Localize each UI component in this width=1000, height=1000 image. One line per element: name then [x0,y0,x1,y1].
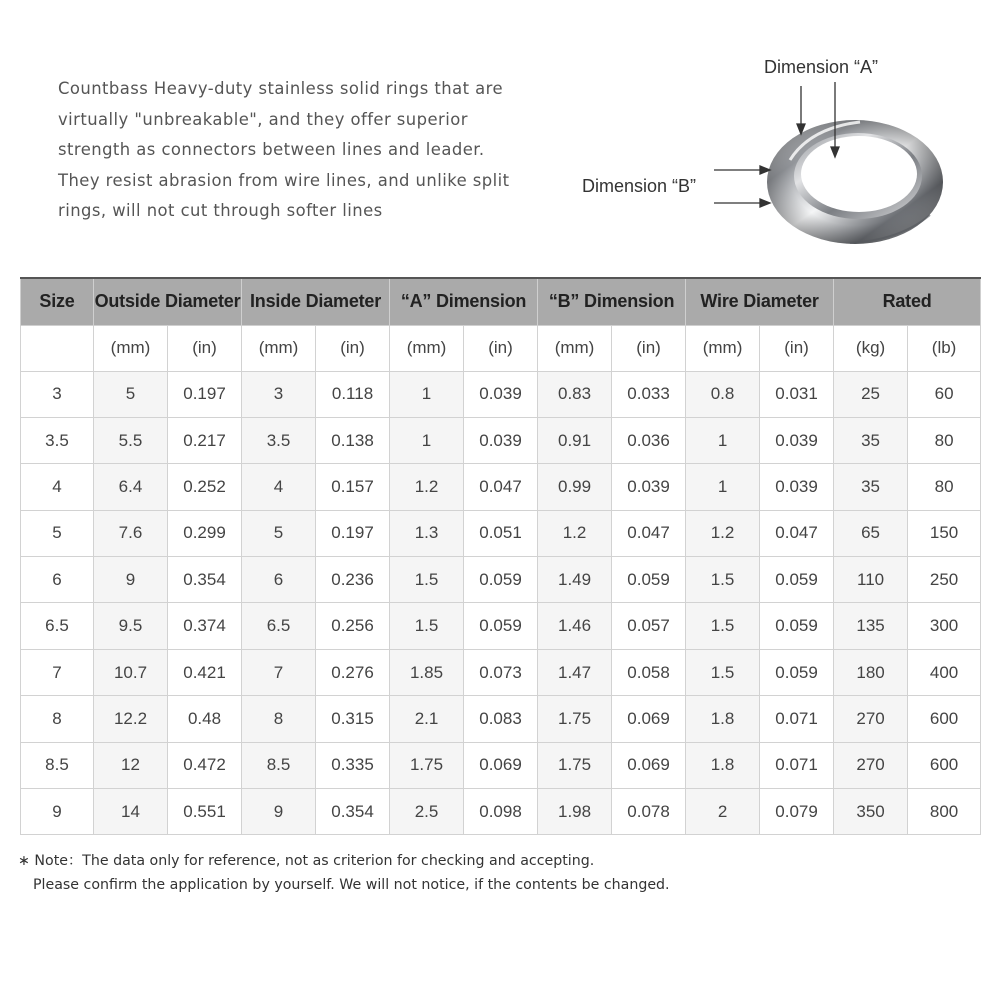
ring-spec-table [20,277,981,835]
table-cell: 4 [21,464,94,510]
table-cell: 0.059 [612,557,686,603]
table-cell: 0.031 [760,371,834,417]
table-cell: 6 [21,557,94,603]
table-cell: 0.069 [612,742,686,788]
table-cell: 0.217 [168,417,242,463]
table-cell: 350 [834,789,908,835]
table-row [21,742,981,788]
table-cell: 600 [908,742,981,788]
table-cell: 35 [834,464,908,510]
table-cell: 0.157 [316,464,390,510]
table-cell: 0.48 [168,696,242,742]
table-cell: 3 [242,371,316,417]
table-cell: 5 [242,510,316,556]
table-cell: 0.036 [612,417,686,463]
table-cell: 0.335 [316,742,390,788]
table-cell: 80 [908,464,981,510]
table-cell: 0.033 [612,371,686,417]
table-cell: 1.5 [390,557,464,603]
table-cell: 0.315 [316,696,390,742]
table-cell: 0.073 [464,649,538,695]
table-cell: 180 [834,649,908,695]
table-cell: 0.354 [316,789,390,835]
table-cell: 10.7 [94,649,168,695]
table-cell: 0.059 [464,603,538,649]
note-line-2: Please confirm the application by yourself. We will not notice, if the contents be changed. [33,877,670,893]
header-inside-diameter: Inside Diameter [242,278,390,325]
table-cell: 110 [834,557,908,603]
table-cell: 0.039 [760,464,834,510]
table-cell: 1.98 [538,789,612,835]
table-cell: 14 [94,789,168,835]
table-cell: 5.5 [94,417,168,463]
table-cell: 1.46 [538,603,612,649]
table-cell: 0.252 [168,464,242,510]
table-cell: 9 [242,789,316,835]
header-b-dimension: “B” Dimension [538,278,686,325]
table-cell: 270 [834,742,908,788]
table-cell: 1.2 [686,510,760,556]
table-cell: 1.5 [686,649,760,695]
table-cell: 2.1 [390,696,464,742]
table-cell: 8.5 [21,742,94,788]
table-cell: 0.069 [612,696,686,742]
table-cell: 6.4 [94,464,168,510]
table-cell: 0.374 [168,603,242,649]
table-cell: 0.079 [760,789,834,835]
table-row [21,789,981,835]
table-cell: 1.75 [390,742,464,788]
table-cell: 0.197 [168,371,242,417]
table-cell: 12 [94,742,168,788]
table-cell: 3.5 [21,417,94,463]
table-cell: 1.2 [538,510,612,556]
table-cell: 6 [242,557,316,603]
unit-header: (in) [168,325,242,371]
header-rated: Rated [834,278,981,325]
table-row [21,696,981,742]
table-cell: 1.75 [538,696,612,742]
header-outside-diameter: Outside Diameter [94,278,242,325]
table-cell: 0.059 [464,557,538,603]
table-cell: 0.138 [316,417,390,463]
table-cell: 150 [908,510,981,556]
table-cell: 0.059 [760,649,834,695]
table-cell: 1.5 [686,557,760,603]
table-cell: 1 [390,371,464,417]
table-cell: 0.071 [760,696,834,742]
table-cell: 0.098 [464,789,538,835]
dimension-a-label: Dimension “A” [764,57,879,77]
header-wire-diameter: Wire Diameter [686,278,834,325]
table-cell: 6.5 [242,603,316,649]
table-cell: 9 [94,557,168,603]
table-row [21,371,981,417]
unit-header: (mm) [538,325,612,371]
table-cell: 0.256 [316,603,390,649]
table-cell: 1.47 [538,649,612,695]
table-cell: 5 [21,510,94,556]
table-cell: 800 [908,789,981,835]
table-cell: 6.5 [21,603,94,649]
table-cell: 300 [908,603,981,649]
unit-header: (in) [464,325,538,371]
table-cell: 600 [908,696,981,742]
table-cell: 1.2 [390,464,464,510]
table-cell: 270 [834,696,908,742]
dimension-b-arrows [714,166,770,207]
table-cell: 3 [21,371,94,417]
table-cell: 0.071 [760,742,834,788]
table-row [21,557,981,603]
ring-icon [767,120,943,244]
table-cell: 0.039 [464,371,538,417]
table-cell: 2.5 [390,789,464,835]
unit-header: (mm) [242,325,316,371]
table-cell: 1.3 [390,510,464,556]
table-cell: 0.8 [686,371,760,417]
table-cell: 8 [242,696,316,742]
table-cell: 0.078 [612,789,686,835]
table-cell: 1.8 [686,696,760,742]
unit-header: (mm) [94,325,168,371]
table-cell: 0.039 [464,417,538,463]
table-row [21,417,981,463]
table-cell: 0.472 [168,742,242,788]
table-cell: 0.551 [168,789,242,835]
table-cell: 0.047 [760,510,834,556]
table-cell: 60 [908,371,981,417]
table-cell: 0.299 [168,510,242,556]
table-cell: 0.197 [316,510,390,556]
table-cell: 1.75 [538,742,612,788]
table-cell: 0.051 [464,510,538,556]
table-cell: 0.118 [316,371,390,417]
table-cell: 7.6 [94,510,168,556]
table-cell: 1 [390,417,464,463]
table-cell: 0.039 [760,417,834,463]
table-row [21,649,981,695]
unit-header [21,325,94,371]
header-size: Size [21,278,94,325]
table-cell: 1.5 [686,603,760,649]
table-cell: 25 [834,371,908,417]
table-cell: 0.236 [316,557,390,603]
table-cell: 8 [21,696,94,742]
table-cell: 400 [908,649,981,695]
unit-header: (mm) [390,325,464,371]
unit-header-row [21,325,981,371]
header-a-dimension: “A” Dimension [390,278,538,325]
table-cell: 8.5 [242,742,316,788]
table-cell: 0.083 [464,696,538,742]
table-cell: 5 [94,371,168,417]
unit-header: (in) [760,325,834,371]
table-row [21,464,981,510]
table-cell: 1.49 [538,557,612,603]
unit-header: (in) [316,325,390,371]
table-cell: 9.5 [94,603,168,649]
table-cell: 7 [21,649,94,695]
table-cell: 0.059 [760,603,834,649]
table-cell: 250 [908,557,981,603]
table-cell: 135 [834,603,908,649]
table-cell: 0.069 [464,742,538,788]
table-cell: 0.047 [612,510,686,556]
table-row [21,510,981,556]
table-cell: 2 [686,789,760,835]
table-cell: 0.059 [760,557,834,603]
table-cell: 0.039 [612,464,686,510]
table-cell: 0.047 [464,464,538,510]
table-cell: 0.276 [316,649,390,695]
group-header-row [21,278,981,325]
table-cell: 35 [834,417,908,463]
table-cell: 0.058 [612,649,686,695]
unit-header: (lb) [908,325,981,371]
unit-header: (kg) [834,325,908,371]
table-cell: 9 [21,789,94,835]
table-cell: 0.91 [538,417,612,463]
spec-table-body [21,371,981,835]
table-cell: 0.99 [538,464,612,510]
table-cell: 0.83 [538,371,612,417]
table-cell: 3.5 [242,417,316,463]
table-row [21,603,981,649]
dimension-b-label: Dimension “B” [582,176,697,196]
table-cell: 1 [686,464,760,510]
table-cell: 1 [686,417,760,463]
table-cell: 80 [908,417,981,463]
table-cell: 0.057 [612,603,686,649]
table-cell: 0.421 [168,649,242,695]
product-description: Countbass Heavy-duty stainless solid rings that are virtually "unbreakable", and they offer superior strength as connectors between lines and leader. They resist abrasion from wire lines, and unlike split rings, will not cut through softer lines [58,79,510,221]
table-cell: 1.85 [390,649,464,695]
note-line-1: ∗ Note：The data only for reference, not as criterion for checking and accepting. [18,853,595,869]
table-cell: 4 [242,464,316,510]
ring-dimension-diagram [560,40,1000,270]
unit-header: (in) [612,325,686,371]
table-cell: 1.8 [686,742,760,788]
unit-header: (mm) [686,325,760,371]
table-cell: 65 [834,510,908,556]
table-cell: 7 [242,649,316,695]
disclaimer-note [18,849,670,897]
table-cell: 1.5 [390,603,464,649]
table-cell: 0.354 [168,557,242,603]
table-cell: 12.2 [94,696,168,742]
